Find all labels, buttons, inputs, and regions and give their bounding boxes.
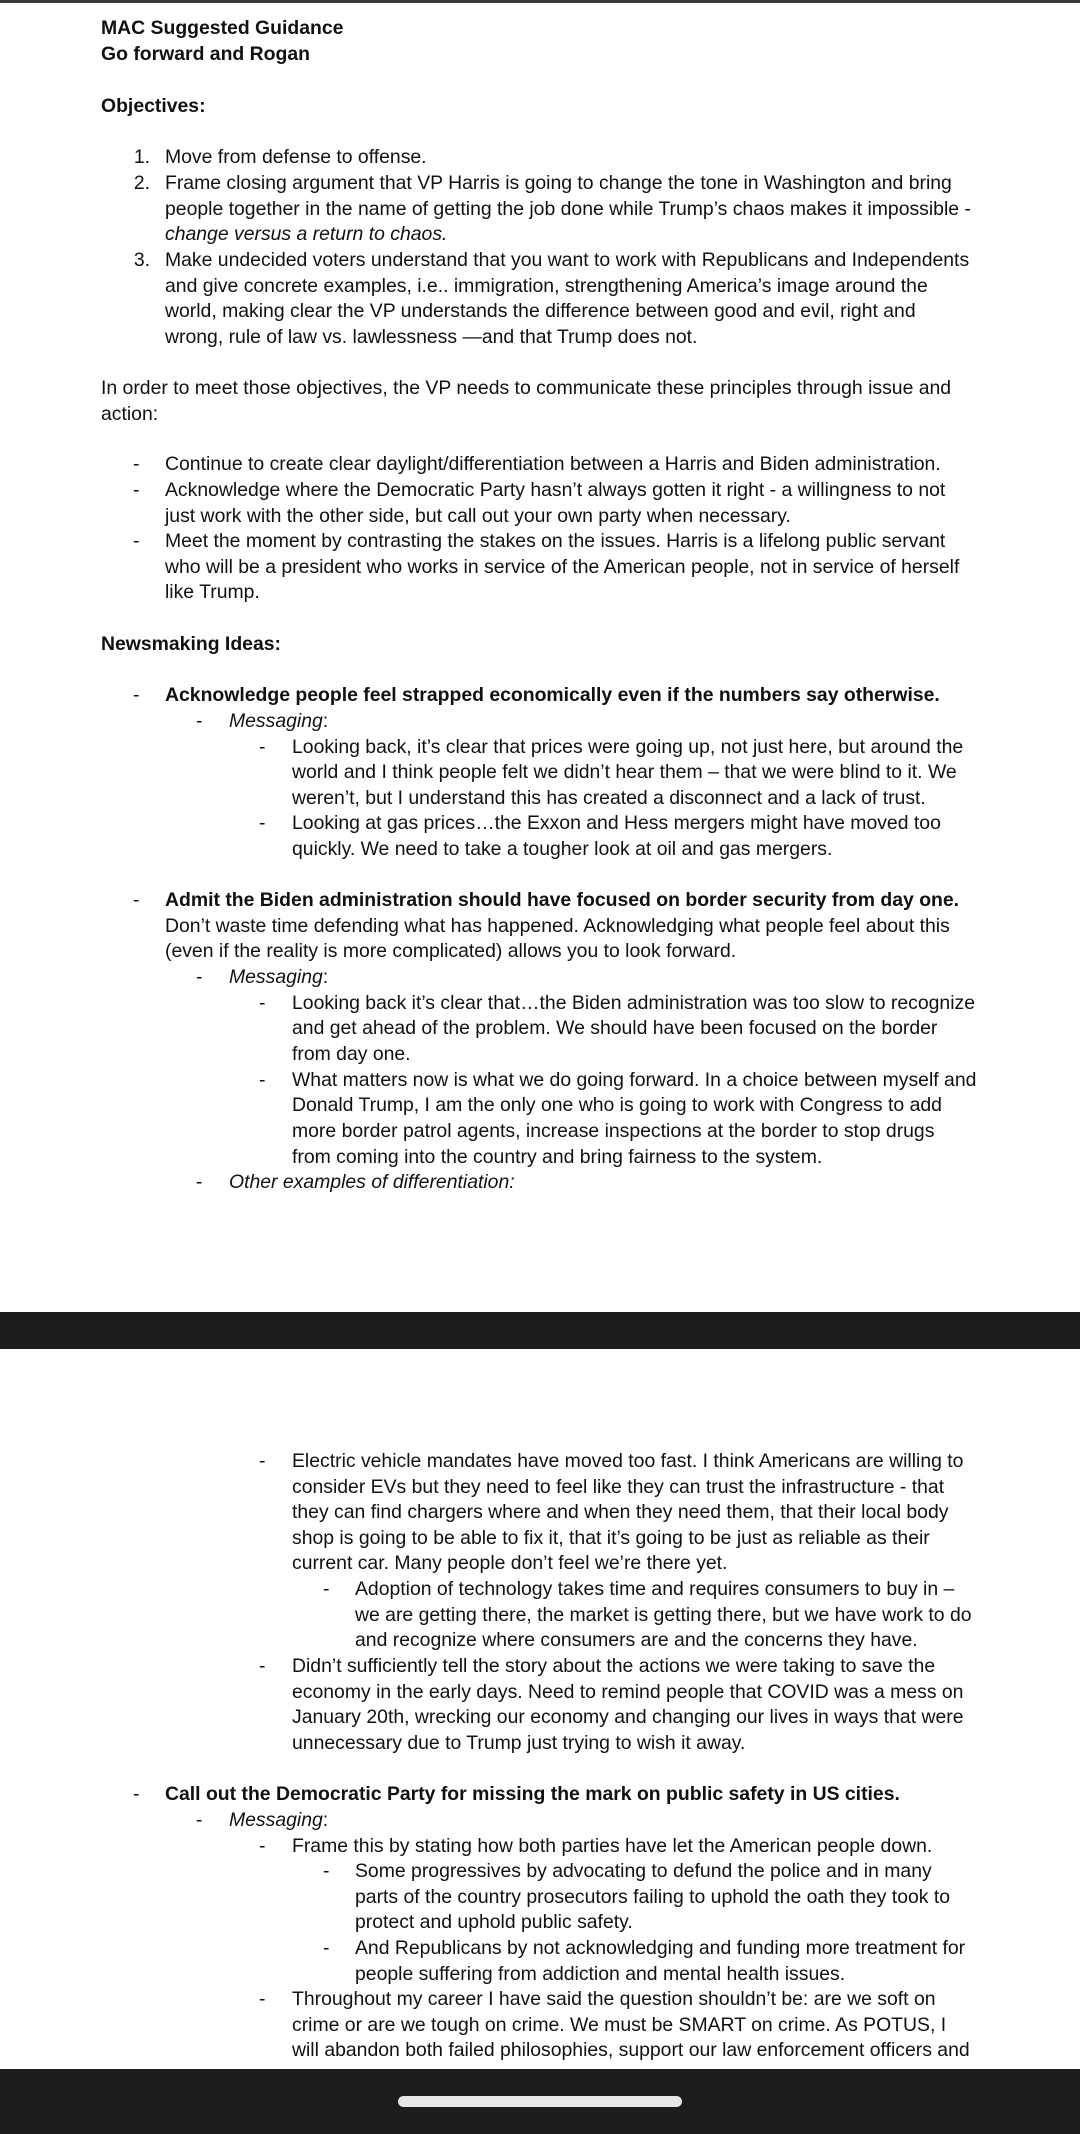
messaging-line: Looking back it’s clear that…the Biden administration was too slow to recognize	[292, 992, 975, 1014]
bullet-dash: -	[259, 1655, 266, 1677]
idea-body-line: Don’t waste time defending what has happened. Acknowledging what people feel about this	[165, 915, 950, 937]
messaging-label-text: Messaging	[229, 966, 323, 988]
principle-line: like Trump.	[165, 581, 260, 603]
bullet-dash: -	[259, 812, 266, 834]
document-page-2	[0, 1349, 1080, 2069]
messaging-line: Throughout my career I have said the question shouldn’t be: are we soft on	[292, 1988, 936, 2010]
messaging-line: will abandon both failed philosophies, support our law enforcement officers and	[292, 2039, 970, 2061]
bullet-dash: -	[259, 736, 266, 758]
messaging-line: more border patrol agents, increase inspections at the border to stop drugs	[292, 1120, 935, 1142]
principle-line: Continue to create clear daylight/differentiation between a Harris and Biden administration.	[165, 453, 941, 475]
bullet-dash: -	[133, 530, 140, 552]
list-number: 2.	[133, 172, 150, 194]
messaging-line: from coming into the country and bring fairness to the system.	[292, 1146, 823, 1168]
sub-messaging-line: people suffering from addiction and mental health issues.	[355, 1963, 846, 1985]
idea-title: Admit the Biden administration should have focused on border security from day one.	[165, 889, 960, 911]
page-break-divider	[0, 1312, 1080, 1349]
messaging-colon: :	[322, 710, 329, 732]
messaging-line: Looking at gas prices…the Exxon and Hess mergers might have moved too	[292, 812, 941, 834]
principle-line: Acknowledge where the Democratic Party hasn’t always gotten it right - a willingness to not	[165, 479, 946, 501]
document-title: MAC Suggested Guidance	[101, 17, 344, 39]
idea-title: Call out the Democratic Party for missing the mark on public safety in US cities.	[165, 1783, 900, 1805]
home-indicator[interactable]	[398, 2096, 682, 2107]
bullet-dash: -	[196, 1809, 203, 1831]
objective-line: Make undecided voters understand that you want to work with Republicans and Independents	[165, 249, 970, 271]
messaging-line: and get ahead of the problem. We should have been focused on the border	[292, 1017, 938, 1039]
sub-messaging-line: Some progressives by advocating to defund the police and in many	[355, 1860, 932, 1882]
idea-title: Acknowledge people feel strapped economically even if the numbers say otherwise.	[165, 684, 940, 706]
messaging-label	[229, 965, 328, 991]
messaging-line: weren’t, but I understand this has created a disconnect and a lack of trust.	[292, 787, 926, 809]
idea-body-line: (even if the reality is more complicated) allows you to look forward.	[165, 940, 737, 962]
sub-messaging-line: and recognize where consumers are and the concerns they have.	[355, 1629, 918, 1651]
bullet-dash: -	[196, 1171, 203, 1193]
bullet-dash: -	[133, 453, 140, 475]
objective-line: wrong, rule of law vs. lawlessness —and that Trump does not.	[165, 326, 698, 348]
bullet-dash: -	[323, 1860, 330, 1882]
bullet-dash: -	[133, 684, 140, 706]
bullet-dash: -	[259, 1069, 266, 1091]
messaging-line: quickly. We need to take a tougher look at oil and gas mergers.	[292, 838, 833, 860]
list-number: 3.	[133, 249, 150, 271]
bullet-dash: -	[259, 1450, 266, 1472]
messaging-line: world and I think people felt we didn’t hear them – that we were blind to it. We	[292, 761, 957, 783]
messaging-label	[229, 1808, 328, 1834]
objective-line: and give concrete examples, i.e.. immigration, strengthening America’s image around the	[165, 275, 928, 297]
messaging-label-text: Messaging	[229, 710, 323, 732]
messaging-line: Electric vehicle mandates have moved too fast. I think Americans are willing to	[292, 1450, 964, 1472]
messaging-line: from day one.	[292, 1043, 411, 1065]
messaging-line: Didn’t sufficiently tell the story about the actions we were taking to save the	[292, 1655, 936, 1677]
messaging-label-text: Messaging	[229, 1809, 323, 1831]
objective-line: world, making clear the VP understands the difference between good and evil, right and	[165, 300, 916, 322]
messaging-line: they can find chargers where and when they need them, that their local body	[292, 1501, 949, 1523]
principle-line: who will be a president who works in service of the American people, not in service of herself	[165, 556, 960, 578]
objective-line: Move from defense to offense.	[165, 146, 427, 168]
bullet-dash: -	[259, 1835, 266, 1857]
sub-messaging-line: And Republicans by not acknowledging and funding more treatment for	[355, 1937, 966, 1959]
objectives-heading: Objectives:	[101, 95, 206, 117]
bullet-dash: -	[259, 992, 266, 1014]
messaging-line: Donald Trump, I am the only one who is going to work with Congress to add	[292, 1094, 942, 1116]
messaging-line: economy in the early days. Need to remind people that COVID was a mess on	[292, 1681, 964, 1703]
sub-messaging-line: protect and uphold public safety.	[355, 1911, 633, 1933]
messaging-colon: :	[322, 966, 329, 988]
intro-line: action:	[101, 403, 159, 425]
objective-line-italic: change versus a return to chaos.	[165, 223, 448, 245]
bullet-dash: -	[196, 966, 203, 988]
principle-line: just work with the other side, but call out your own party when necessary.	[165, 505, 791, 527]
document-subtitle: Go forward and Rogan	[101, 43, 310, 65]
messaging-line: consider EVs but they need to feel like they can trust the infrastructure - that	[292, 1476, 945, 1498]
messaging-label	[229, 709, 328, 735]
messaging-line: crime or are we tough on crime. We must be SMART on crime. As POTUS, I	[292, 2014, 947, 2036]
bullet-dash: -	[133, 1783, 140, 1805]
messaging-line: unnecessary due to Trump just trying to wish it away.	[292, 1732, 746, 1754]
objective-line: Frame closing argument that VP Harris is going to change the tone in Washington and bring	[165, 172, 952, 194]
sub-messaging-line: we are getting there, the market is getting there, but we have work to do	[355, 1604, 972, 1626]
bullet-dash: -	[133, 889, 140, 911]
sub-messaging-line: Adoption of technology takes time and requires consumers to buy in –	[355, 1578, 955, 1600]
list-number: 1.	[133, 146, 150, 168]
intro-line: In order to meet those objectives, the VP needs to communicate these principles through issue and	[101, 377, 952, 399]
sub-messaging-line: parts of the country prosecutors failing to uphold the oath they took to	[355, 1886, 951, 1908]
newsmaking-heading: Newsmaking Ideas:	[101, 633, 281, 655]
messaging-line: What matters now is what we do going forward. In a choice between myself and	[292, 1069, 977, 1091]
messaging-line: January 20th, wrecking our economy and changing our lives in ways that were	[292, 1706, 964, 1728]
bullet-dash: -	[259, 1988, 266, 2010]
bullet-dash: -	[323, 1578, 330, 1600]
messaging-line: current car. Many people don’t feel we’re there yet.	[292, 1552, 728, 1574]
bullet-dash: -	[323, 1937, 330, 1959]
bullet-dash: -	[196, 710, 203, 732]
objective-line: people together in the name of getting the job done while Trump’s chaos makes it impossible -	[165, 198, 971, 220]
bullet-dash: -	[133, 479, 140, 501]
messaging-colon: :	[322, 1809, 329, 1831]
messaging-line: shop is going to be able to fix it, that it’s going to be just as reliable as their	[292, 1527, 930, 1549]
messaging-line: Looking back, it’s clear that prices were going up, not just here, but around the	[292, 736, 964, 758]
principle-line: Meet the moment by contrasting the stakes on the issues. Harris is a lifelong public servant	[165, 530, 946, 552]
other-examples-label: Other examples of differentiation:	[229, 1171, 515, 1193]
messaging-line: Frame this by stating how both parties have let the American people down.	[292, 1835, 933, 1857]
